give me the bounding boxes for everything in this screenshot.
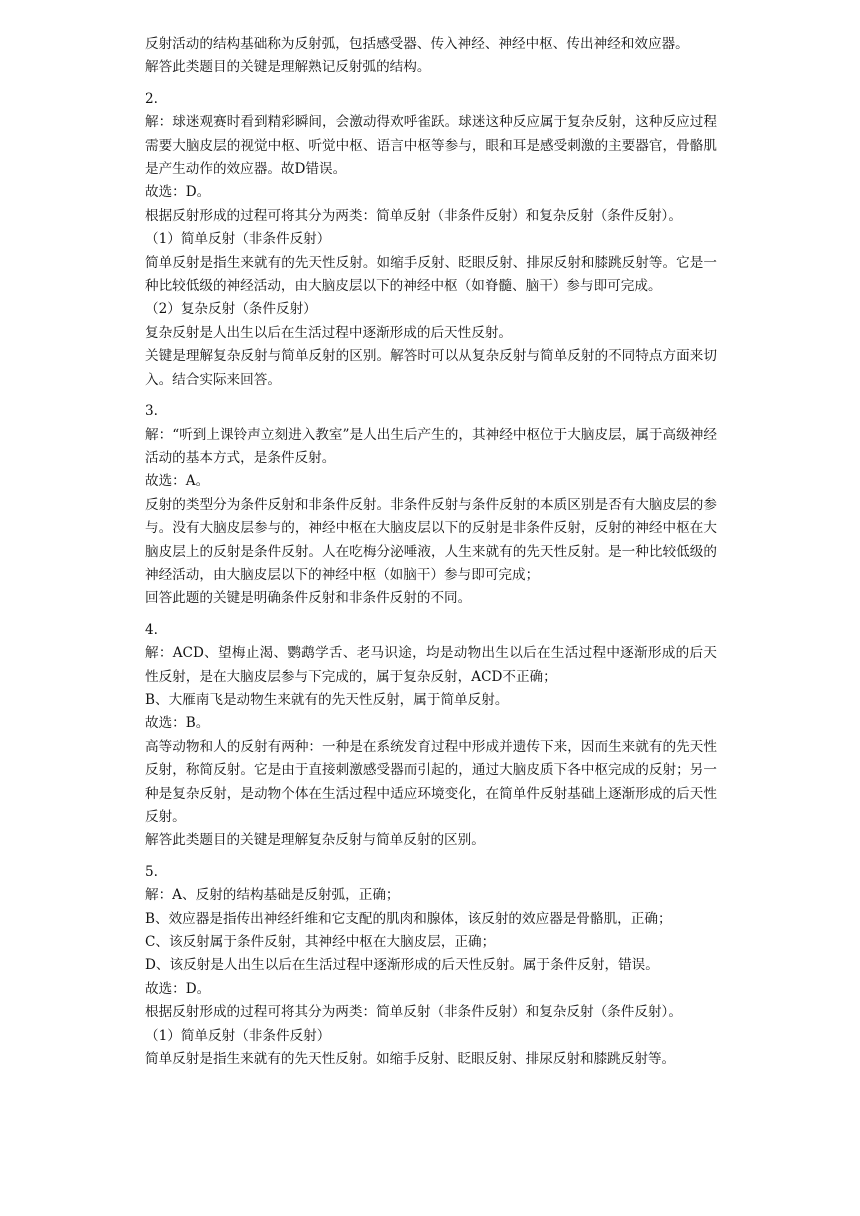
paragraph: 回答此题的关键是明确条件反射和非条件反射的不同。 [145, 590, 472, 607]
answer-line: 故选：A。 [145, 473, 210, 490]
question-number: 4. [145, 621, 158, 638]
paragraph: 根据反射形成的过程可将其分为两类：简单反射（非条件反射）和复杂反射（条件反射）。 [145, 207, 682, 224]
subheading: （1）简单反射（非条件反射） [145, 231, 331, 248]
paragraph: 反射活动的结构基础称为反射弧，包括感受器、传入神经、神经中枢、传出神经和效应器。 [145, 36, 689, 52]
paragraph: 解：“听到上课铃声立刻进入教室”是人出生后产生的，其神经中枢位于大脑皮层，属于高级神经活动的基本方式，是条件反射。 [145, 426, 717, 466]
document-page [145, 33, 717, 1071]
answer-line: 故选：B。 [145, 715, 210, 732]
paragraph: 解：球迷观赛时看到精彩瞬间，会激动得欢呼雀跃。球迷这种反应属于复杂反射，这种反应过程需要大脑皮层的视觉中枢、听觉中枢、语言中枢等参与，眼和耳是感受刺激的主要器官，骨骼肌是产生动作的效应器。故D错误。 [145, 114, 717, 178]
paragraph: 解：ACD、望梅止渴、鹦鹉学舌、老马识途，均是动物出生以后在生活过程中逐渐形成的后天性反射，是在大脑皮层参与下完成的，属于复杂反射，ACD不正确； [145, 645, 717, 685]
paragraph: B、效应器是指传出神经纤维和它支配的肌肉和腺体，该反射的效应器是骨骼肌，正确； [145, 910, 672, 927]
paragraph: B、大雁南飞是动物生来就有的先天性反射，属于简单反射。 [145, 691, 509, 708]
paragraph: 简单反射是指生来就有的先天性反射。如缩手反射、眨眼反射、排尿反射和膝跳反射等。 [145, 1051, 676, 1068]
paragraph: 关键是理解复杂反射与简单反射的区别。解答时可以从复杂反射与简单反射的不同特点方面来切入。结合实际来回答。 [145, 348, 717, 388]
paragraph: 解：A、反射的结构基础是反射弧，正确； [145, 887, 400, 904]
subheading: （1）简单反射（非条件反射） [145, 1027, 331, 1044]
paragraph: C、该反射属于条件反射，其神经中枢在大脑皮层，正确； [145, 934, 496, 951]
answer-line: 故选：D。 [145, 980, 211, 997]
answer-line: 故选：D。 [145, 184, 211, 201]
question-number: 5. [145, 863, 158, 880]
paragraph: 根据反射形成的过程可将其分为两类：简单反射（非条件反射）和复杂反射（条件反射）。 [145, 1004, 682, 1021]
subheading: （2）复杂反射（条件反射） [145, 301, 317, 318]
question-number: 3. [145, 403, 158, 420]
paragraph: 简单反射是指生来就有的先天性反射。如缩手反射、眨眼反射、排尿反射和膝跳反射等。它是一种比较低级的神经活动，由大脑皮层以下的神经中枢（如脊髓、脑干）参与即可完成。 [145, 254, 717, 295]
paragraph: 复杂反射是人出生以后在生活过程中逐渐形成的后天性反射。 [145, 324, 513, 341]
paragraph: D、该反射是人出生以后在生活过程中逐渐形成的后天性反射。属于条件反射，错误。 [145, 957, 659, 974]
paragraph: 高等动物和人的反射有两种：一种是在系统发育过程中形成并遗传下来，因而生来就有的先天性反射，称简反射。它是由于直接刺激感受器而引起的，通过大脑皮质下各中枢完成的反射；另一种是复杂反射，是动物个体在生活过程中适应环境变化，在简单件反射基础上逐渐形成的后天性反射。 [145, 738, 717, 825]
paragraph: 解答此类题目的关键是理解熟记反射弧的结构。 [145, 59, 431, 76]
paragraph: 解答此类题目的关键是理解复杂反射与简单反射的区别。 [145, 832, 485, 849]
question-number: 2. [145, 90, 158, 107]
paragraph: 反射的类型分为条件反射和非条件反射。非条件反射与条件反射的本质区别是否有大脑皮层的参与。没有大脑皮层参与的，神经中枢在大脑皮层以下的反射是非条件反射，反射的神经中枢在大脑皮层上的反射是条件反射。人在吃梅分泌唾液，人生来就有的先天性反射。是一种比较低级的神经活动，由大脑皮层以下的神经中枢（如脑干）参与即可完成； [145, 496, 717, 583]
